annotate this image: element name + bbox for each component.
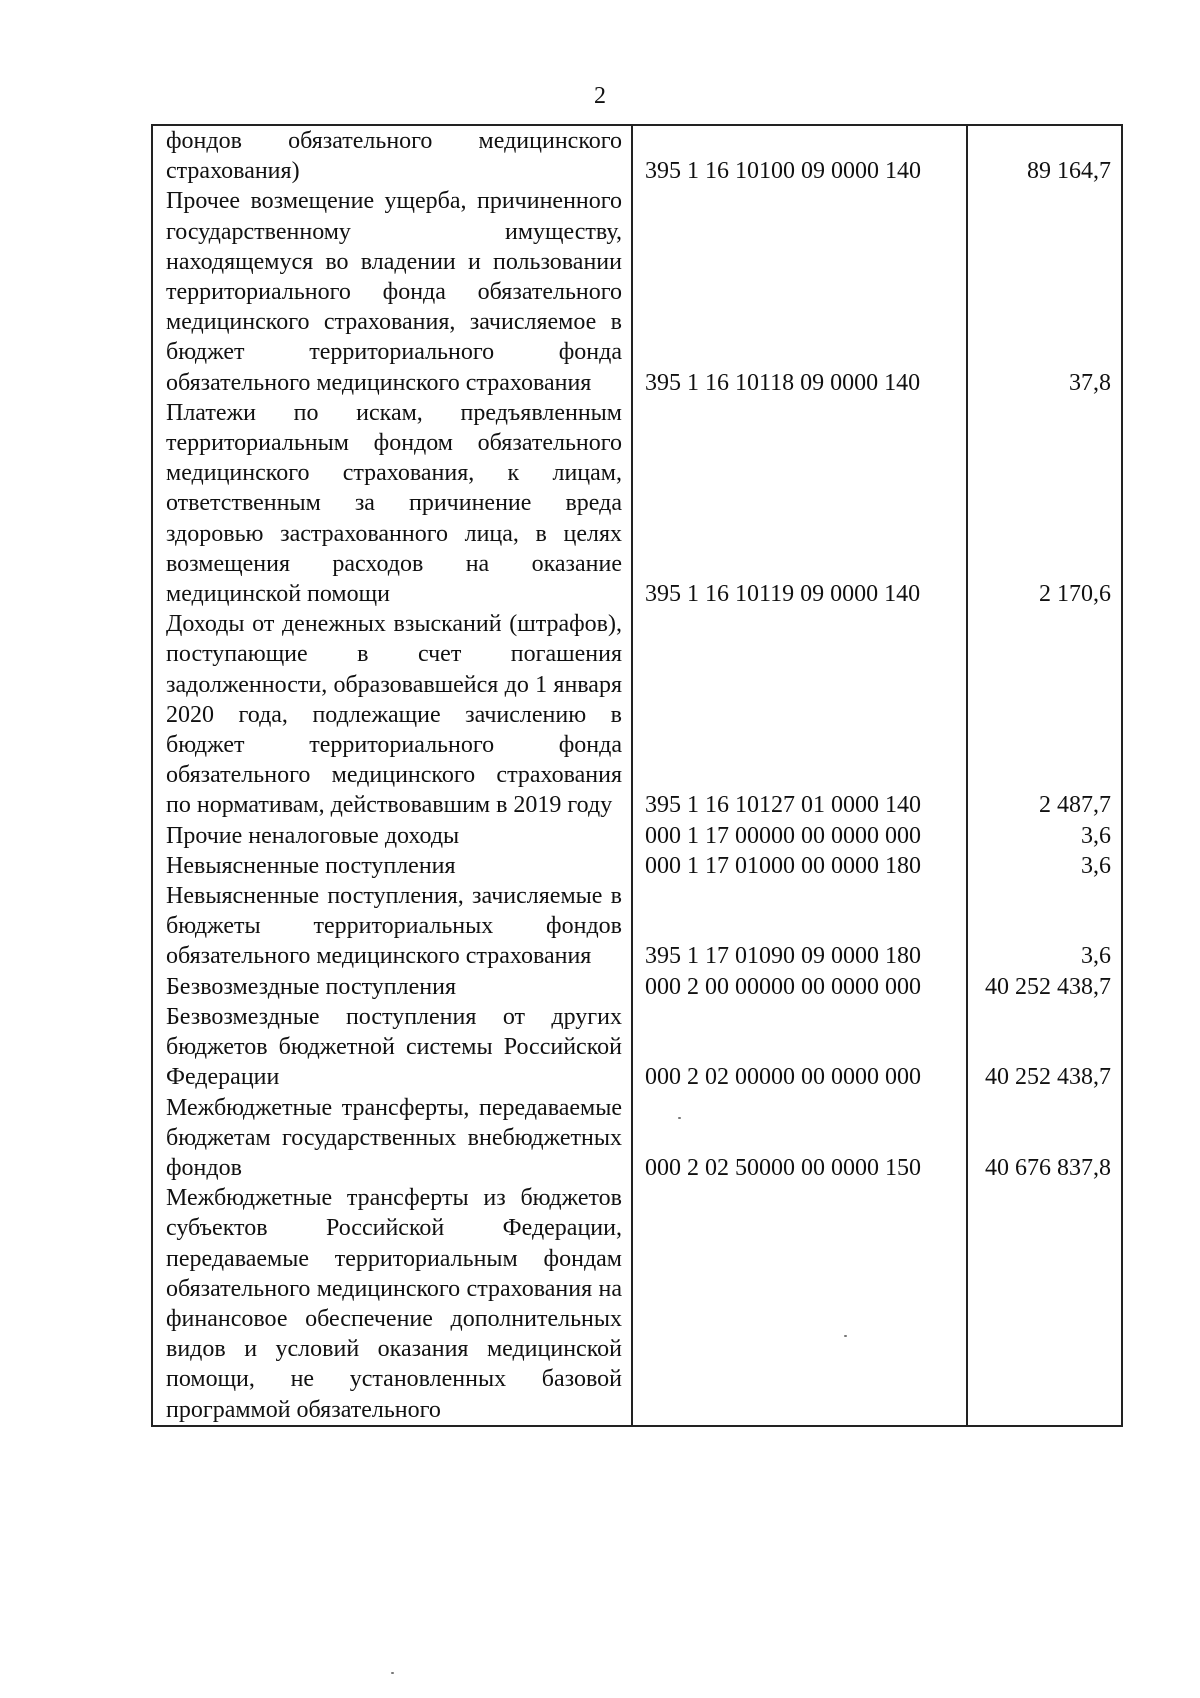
revenue-amount: 3,6 [967, 881, 1122, 972]
revenue-code [632, 1183, 967, 1426]
scan-speck [844, 1335, 847, 1337]
revenue-amount: 3,6 [967, 821, 1122, 851]
revenue-amount: 40 252 438,7 [967, 972, 1122, 1002]
revenue-name: Безвозмездные поступления от других бюджетов бюджетной системы Российской Федерации [166, 1003, 622, 1091]
revenue-code: 395 1 16 10118 09 0000 140 [632, 186, 967, 397]
revenue-name: Доходы от денежных взысканий (штрафов), поступающие в счет погашения задолженности, образовавшейся до 1 января 2020 года, подлежащие зачислению в бюджет территориального фонда обязательного медицинского страхования по нормативам, действовавшим в 2019 году [166, 611, 622, 819]
revenue-name-cell [152, 1002, 632, 1093]
revenue-name: Невыясненные поступления [166, 852, 456, 879]
revenue-name-cell [152, 609, 632, 820]
revenue-amount [967, 1183, 1122, 1426]
revenue-code: 395 1 16 10100 09 0000 140 [632, 125, 967, 186]
table-row [152, 851, 1122, 881]
revenue-code: 000 2 02 00000 00 0000 000 [632, 1002, 967, 1093]
revenue-name-cell [152, 1093, 632, 1184]
table-row [152, 881, 1122, 972]
scan-speck [391, 1672, 394, 1674]
revenue-name: Невыясненные поступления, зачисляемые в бюджеты территориальных фондов обязательного медицинского страхования [166, 883, 622, 970]
budget-revenue-table [151, 124, 1123, 1427]
revenue-code: 395 1 16 10127 01 0000 140 [632, 609, 967, 820]
revenue-name-cell [152, 821, 632, 851]
revenue-name-cell [152, 881, 632, 972]
revenue-code: 000 1 17 01000 00 0000 180 [632, 851, 967, 881]
revenue-amount: 89 164,7 [967, 125, 1122, 186]
revenue-amount: 2 170,6 [967, 398, 1122, 609]
revenue-code: 000 2 02 50000 00 0000 150 [632, 1093, 967, 1184]
revenue-amount: 37,8 [967, 186, 1122, 397]
revenue-name-cell [152, 398, 632, 609]
revenue-name: Безвозмездные поступления [166, 973, 456, 1000]
revenue-code: 395 1 17 01090 09 0000 180 [632, 881, 967, 972]
revenue-code: 000 1 17 00000 00 0000 000 [632, 821, 967, 851]
table-row [152, 609, 1122, 820]
table-row [152, 125, 1122, 186]
revenue-name-cell [152, 851, 632, 881]
table-row [152, 821, 1122, 851]
revenue-code: 395 1 16 10119 09 0000 140 [632, 398, 967, 609]
revenue-name-cell [152, 125, 632, 186]
revenue-amount: 40 252 438,7 [967, 1002, 1122, 1093]
revenue-amount: 3,6 [967, 851, 1122, 881]
revenue-name: фондов обязательного медицинского страхования) [166, 128, 622, 185]
revenue-amount: 2 487,7 [967, 609, 1122, 820]
revenue-code: 000 2 00 00000 00 0000 000 [632, 972, 967, 1002]
revenue-name: Прочие неналоговые доходы [166, 822, 460, 849]
revenue-name-cell [152, 186, 632, 397]
table-row [152, 1093, 1122, 1184]
revenue-name: Межбюджетные трансферты, передаваемые бюджетам государственных внебюджетных фондов [166, 1094, 622, 1181]
revenue-name: Прочее возмещение ущерба, причиненного государственному имуществу, находящемуся во владении и пользовании территориального фонда обязательного медицинского страхования, зачисляемое в бюджет территориального фонда обязательного медицинского страхования [166, 188, 622, 396]
revenue-name-cell [152, 1183, 632, 1426]
table-row [152, 186, 1122, 397]
table-row [152, 972, 1122, 1002]
table-row [152, 398, 1122, 609]
table-row [152, 1183, 1122, 1426]
revenue-name: Платежи по искам, предъявленным территориальным фондом обязательного медицинского страхования, к лицам, ответственным за причинение вреда здоровью застрахованного лица, в целях возмещения расходов на оказание медицинской помощи [166, 399, 622, 608]
revenue-name: Межбюджетные трансферты из бюджетов субъектов Российской Федерации, передаваемые территориальным фондам обязательного медицинского страхования на финансовое обеспечение дополнительных видов и условий оказания медицинской помощи, не установленных базовой программой обязательного [166, 1185, 622, 1423]
revenue-amount: 40 676 837,8 [967, 1093, 1122, 1184]
scan-speck [678, 1117, 681, 1119]
revenue-name-cell [152, 972, 632, 1002]
table-row [152, 1002, 1122, 1093]
page-number: 2 [594, 83, 606, 109]
